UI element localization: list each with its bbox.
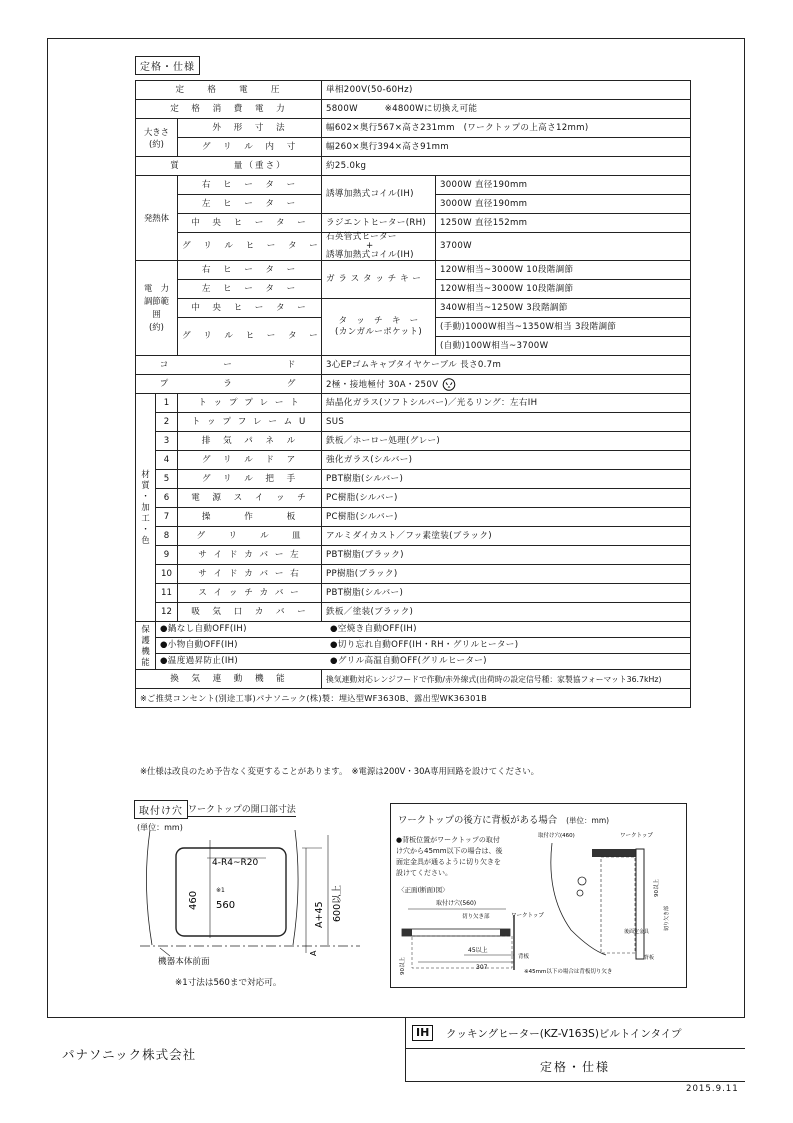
- material-spec: 鉄板／ホーロー処理(グレー): [322, 432, 691, 451]
- row-outer: [136, 119, 691, 138]
- safety-row: [136, 638, 691, 654]
- row-a-right: [136, 261, 691, 280]
- group-materials: 材 質 ・ 加 工 ・ 色: [136, 394, 156, 622]
- footnote-note: ※仕様は改良のため予告なく変更することがあります。 ※電源は200V・30A専用回路を設けてください。: [140, 766, 540, 776]
- material-spec: PP樹脂(ブラック): [322, 565, 691, 584]
- dim-corner: 4-R4~R20: [212, 858, 259, 868]
- material-part: サ イ ド カ バ ー 左: [178, 546, 322, 565]
- spec-table: [135, 80, 691, 708]
- row-h-right: [136, 176, 691, 195]
- backboard-title: [398, 812, 609, 826]
- value-a-touch-1: タ ッ チ キ ー: [338, 316, 419, 326]
- dim-560: 560: [216, 900, 236, 911]
- row-plug: [136, 375, 691, 394]
- value-a-touch: [322, 299, 436, 356]
- value-a-grill-2: (自動)100W相当~3700W: [436, 337, 691, 356]
- safety-item: ●空焼き自動OFF(IH): [330, 624, 417, 634]
- backboard-label-2: 背板: [644, 955, 655, 961]
- mount-subtitle: ワークトップの開口部寸法: [188, 802, 296, 817]
- safety-row: [136, 654, 691, 670]
- company-name: パナソニック株式会社: [62, 1047, 197, 1062]
- material-spec: PC樹脂(シルバー): [322, 508, 691, 527]
- dim-45: 45以上: [468, 947, 488, 954]
- value-cord: 3心EPゴムキャブタイヤケーブル 長さ0.7m: [322, 356, 691, 375]
- row-power: [136, 100, 691, 119]
- safety-row: [136, 622, 691, 638]
- dim-90b: 90以上: [654, 879, 660, 897]
- material-row: [136, 489, 691, 508]
- material-part: 排 気 パ ネ ル: [178, 432, 322, 451]
- value-voltage: 単相200V(50-60Hz): [322, 81, 691, 100]
- backboard-diagram: [396, 825, 684, 983]
- safety-blank: [436, 622, 691, 638]
- type-h-grill-1: 石英管式ヒーター: [326, 232, 397, 242]
- value-outlet: ※ご推奨コンセント(別途工事)パナソニック(株)製：埋込型WF3630B、露出型WK36301B: [136, 689, 691, 708]
- material-spec: PBT樹脂(シルバー): [322, 584, 691, 603]
- group-adjust: 電 力 調節範囲 (約): [136, 261, 178, 356]
- label-a-center: 中 央 ヒ ー タ ー: [178, 299, 322, 318]
- material-part: グ リ ル ド ア: [178, 451, 322, 470]
- backboard-footer: ※45mm以下の場合は背板切り欠き: [524, 969, 613, 975]
- row-vent: [136, 670, 691, 689]
- material-spec: 強化ガラス(シルバー): [322, 451, 691, 470]
- front-section-label: 〈正面(断面)図〉: [398, 886, 449, 894]
- material-part: 吸 気 口 カ バ ー: [178, 603, 322, 622]
- mount-unit: (単位：mm): [137, 823, 183, 832]
- material-row: [136, 584, 691, 603]
- notch-label: 切り欠き部: [462, 914, 490, 920]
- material-number: 11: [156, 584, 178, 603]
- material-part: サ イ ド カ バ ー 右: [178, 565, 322, 584]
- material-part: ト ッ プ フ レ ー ム U: [178, 413, 322, 432]
- dim-90: 90以上: [400, 957, 406, 975]
- material-number: 1: [156, 394, 178, 413]
- material-spec: PC樹脂(シルバー): [322, 489, 691, 508]
- section-title: 定格・仕様: [135, 56, 200, 75]
- dim-a: A: [309, 950, 318, 956]
- row-voltage: [136, 81, 691, 100]
- value-power: 5800W ※4800Wに切換え可能: [322, 100, 691, 119]
- material-number: 4: [156, 451, 178, 470]
- material-row: [136, 470, 691, 489]
- dim-600: 600以上: [332, 884, 343, 922]
- material-spec: 鉄板／塗装(ブラック): [322, 603, 691, 622]
- label-a-right: 右 ヒ ー タ ー: [178, 261, 322, 280]
- label-grill-inner: グ リ ル 内 寸: [178, 138, 322, 157]
- worktop-label-2: ワークトップ: [620, 833, 653, 839]
- group-size: 大きさ (約): [136, 119, 178, 157]
- row-cord: [136, 356, 691, 375]
- ih-badge: IH: [412, 1025, 433, 1041]
- group-heater: 発熱体: [136, 176, 178, 261]
- safety-item: ●温度過昇防止(IH): [160, 656, 239, 666]
- material-part: 電 源 ス イ ッ チ: [178, 489, 322, 508]
- material-row: [136, 451, 691, 470]
- safety-cell: [156, 638, 519, 654]
- type-h-center: ラジエントヒーター(RH): [322, 214, 436, 233]
- hole-460: 取付け穴(460): [538, 833, 575, 839]
- safety-item: ●小物自動OFF(IH): [160, 640, 238, 650]
- label-a-left: 左 ヒ ー タ ー: [178, 280, 322, 299]
- type-h-grill-plus: +: [366, 241, 374, 251]
- issue-date: 2015.9.11: [686, 1084, 739, 1094]
- safety-cell: [156, 654, 487, 670]
- value-outer: 幅602×奥行567×高さ231mm (ワークトップの上高さ12mm): [322, 119, 691, 138]
- rear-bracket-label: 後面定金具: [624, 929, 650, 935]
- material-part: グ リ ル 把 手: [178, 470, 322, 489]
- backboard-title-text: ワークトップの後方に背板がある場合: [398, 815, 558, 826]
- row-a-center: [136, 299, 691, 318]
- material-row: [136, 546, 691, 565]
- material-part: ス イ ッ チ カ バ ー: [178, 584, 322, 603]
- worktop-label: ワークトップ: [511, 913, 544, 919]
- value-h-right: 3000W 直径190mm: [436, 176, 691, 195]
- material-number: 5: [156, 470, 178, 489]
- row-mass: [136, 157, 691, 176]
- type-h-grill: [322, 233, 436, 261]
- value-a-grill-1: (手動)1000W相当~1350W相当 3段階調節: [436, 318, 691, 337]
- hole-560: 取付け穴(560): [436, 900, 477, 907]
- material-part: 操 作 板: [178, 508, 322, 527]
- row-grill-inner: [136, 138, 691, 157]
- material-row: [136, 527, 691, 546]
- materials-section: [136, 394, 691, 622]
- label-a-grill: グ リ ル ヒ ー タ ー: [178, 318, 322, 356]
- cutout-diagram: [140, 830, 365, 960]
- safety-item: ●グリル高温自動OFF(グリルヒーター): [330, 656, 487, 666]
- label-vent: 換 気 連 動 機 能: [136, 670, 322, 689]
- material-row: [136, 413, 691, 432]
- dim-460: 460: [188, 890, 199, 910]
- label-voltage: 定 格 電 圧: [136, 81, 322, 100]
- material-spec: PBT樹脂(シルバー): [322, 470, 691, 489]
- safety-cell: [156, 622, 436, 638]
- value-plug: [322, 375, 691, 394]
- label-h-center: 中 央 ヒ ー タ ー: [178, 214, 322, 233]
- type-h-grill-2: 誘導加熱式コイル(IH): [326, 250, 414, 260]
- material-row: [136, 432, 691, 451]
- material-row: [136, 508, 691, 527]
- mount-footnote: ※1寸法は560まで対応可。: [175, 978, 282, 988]
- value-a-glass: ガ ラ ス タ ッ チ キ ー: [322, 261, 436, 299]
- material-number: 2: [156, 413, 178, 432]
- dim-a45: A+45: [314, 901, 325, 928]
- value-a-touch-2: (カンガルーポケット): [335, 327, 422, 337]
- material-spec: アルミダイカスト／フッ素塗装(ブラック): [322, 527, 691, 546]
- title-block-subtitle: 定格・仕様: [539, 1060, 610, 1074]
- material-number: 6: [156, 489, 178, 508]
- value-h-left: 3000W 直径190mm: [436, 195, 691, 214]
- value-h-coil: 誘導加熱式コイル(IH): [322, 176, 436, 214]
- material-row: [136, 565, 691, 584]
- row-outlet: [136, 689, 691, 708]
- backboard-unit: (単位：mm): [566, 816, 610, 825]
- label-h-left: 左 ヒ ー タ ー: [178, 195, 322, 214]
- value-plug-text: 2極・接地極付 30A・250V: [326, 379, 439, 390]
- row-h-center: [136, 214, 691, 233]
- material-row: [136, 394, 691, 413]
- material-number: 3: [156, 432, 178, 451]
- label-h-grill: グ リ ル ヒ ー タ ー: [178, 233, 322, 261]
- value-grill-inner: 幅260×奥行394×高さ91mm: [322, 138, 691, 157]
- value-h-grill: 3700W: [436, 233, 691, 261]
- label-plug: プ ラ グ: [136, 375, 322, 394]
- material-part: グ リ ル 皿: [178, 527, 322, 546]
- backboard-note: ●背板位置がワークトップの取付け穴から45mm以下の場合は、後面定金具が通るように切り欠きを設けてください。: [396, 836, 503, 877]
- title-block-bottom-rule: [405, 1081, 745, 1082]
- dim-307: 307: [476, 964, 488, 971]
- value-vent: 換気連動対応レンジフードで作動/赤外線式(出荷時の設定信号種：家製協フォーマット36.7kHz): [322, 670, 691, 689]
- material-spec: 結晶化ガラス(ソフトシルバー)／光るリング：左右IH: [322, 394, 691, 413]
- backboard-label: 背板: [518, 954, 530, 960]
- material-part: ト ッ プ プ レ ー ト: [178, 394, 322, 413]
- value-h-center: 1250W 直径152mm: [436, 214, 691, 233]
- material-number: 10: [156, 565, 178, 584]
- label-cord: コ ー ド: [136, 356, 322, 375]
- label-power: 定 格 消 費 電 力: [136, 100, 322, 119]
- material-row: [136, 603, 691, 622]
- plug-outlet-icon: [441, 378, 457, 391]
- safety-section: [136, 622, 691, 670]
- label-mass: 質 量（重さ）: [136, 157, 322, 176]
- value-a-center: 340W相当~1250W 3段階調節: [436, 299, 691, 318]
- material-number: 9: [156, 546, 178, 565]
- value-a-left: 120W相当~3000W 10段階調節: [436, 280, 691, 299]
- safety-item: ●切り忘れ自動OFF(IH・RH・グリルヒーター): [330, 640, 519, 650]
- material-spec: PBT樹脂(ブラック): [322, 546, 691, 565]
- material-number: 8: [156, 527, 178, 546]
- mount-title: 取付け穴: [134, 800, 188, 819]
- caption-front: 機器本体前面: [158, 957, 210, 967]
- material-spec: SUS: [322, 413, 691, 432]
- group-safety: 保 護 機 能: [136, 622, 156, 670]
- value-a-right: 120W相当~3000W 10段階調節: [436, 261, 691, 280]
- dim-star: ※1: [216, 887, 225, 894]
- row-h-grill: [136, 233, 691, 261]
- label-h-right: 右 ヒ ー タ ー: [178, 176, 322, 195]
- value-mass: 約25.0kg: [322, 157, 691, 176]
- material-number: 12: [156, 603, 178, 622]
- safety-item: ●鍋なし自動OFF(IH): [160, 624, 247, 634]
- material-number: 7: [156, 508, 178, 527]
- label-outer: 外 形 寸 法: [178, 119, 322, 138]
- notch-label-2: 切り欠き部: [664, 905, 670, 931]
- product-title: クッキングヒーター(KZ-V163S)ビルトインタイプ: [446, 1028, 682, 1040]
